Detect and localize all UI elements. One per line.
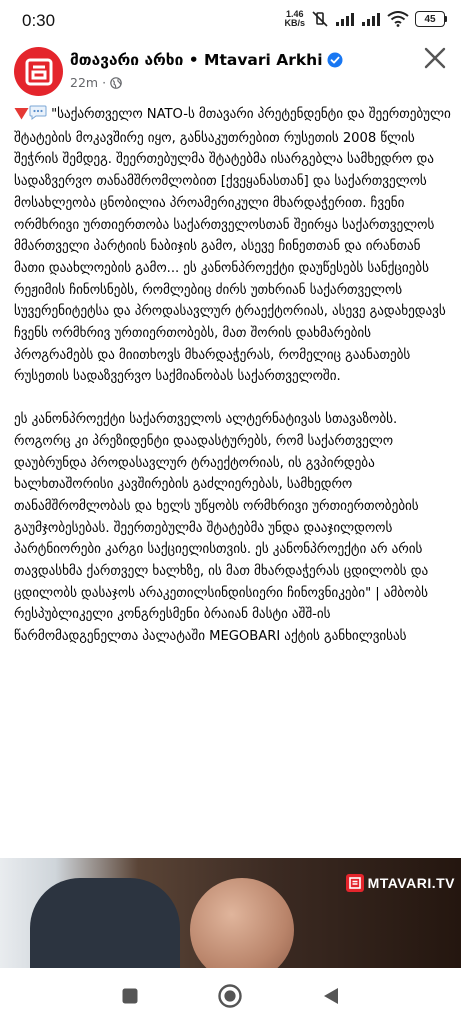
status-bar bbox=[0, 0, 461, 44]
speech-bubble-icon bbox=[29, 105, 47, 128]
video-thumbnail[interactable] bbox=[0, 858, 461, 968]
battery-level: 45 bbox=[415, 11, 445, 27]
mtavari-logo-icon bbox=[24, 57, 54, 87]
globe-icon bbox=[110, 77, 122, 89]
video-person-suit bbox=[30, 878, 180, 968]
back-triangle-icon bbox=[322, 986, 340, 1006]
mute-vibrate-icon bbox=[311, 10, 329, 28]
video-watermark bbox=[346, 874, 455, 892]
post-text bbox=[14, 104, 452, 669]
post-time[interactable]: 22m bbox=[70, 75, 99, 90]
back-button[interactable] bbox=[316, 981, 346, 1011]
post-paragraph-2-text: ეს კანონპროექტი საქართველოს ალტერნატივას სთავაზობს. როგორც კი პრეზიდენტი დაადასტურებს, რომ საქართველო დაუბრუნდა პროდასავლურ ტრაექტორიას, ის გვპირდება ხალხთაშორისი კავშირების გაძლიერებას, სამხედრო თანამშრომლობას და ხელს უწყობს ორმხრივი ურთიერთობების გაუმჯობესებას. შეერთებულმა შტატებმა უნდა დააჯილდოოს პარტნიორები კარგი საქციელისთვის. ეს კანონპროექტი არ არის თავდასხმა ქართველ ხალხზე, ის მათ მხარდაჭერას ცდილობს და ცდილობს დასაჯოს არაკეთილსინდისიერი ჩინოვნიკები" | ამბობს რესპუბლიკელი კონგრესმენი ბრაიან მასტი აშშ-ის წარმომადგენელთა პალატაში MEGOBARI აქტის განხილვისას bbox=[14, 412, 429, 645]
system-nav-bar bbox=[0, 968, 461, 1024]
post-header bbox=[0, 44, 461, 104]
post-paragraph-1 bbox=[14, 104, 452, 388]
mtavari-tv-logo-icon bbox=[346, 874, 364, 892]
signal-icon bbox=[335, 11, 355, 27]
status-icons bbox=[284, 10, 447, 28]
close-icon[interactable] bbox=[421, 44, 449, 72]
network-speed bbox=[284, 10, 305, 28]
post-paragraph-2 bbox=[14, 409, 452, 648]
battery-icon bbox=[415, 11, 447, 27]
signal-icon-2 bbox=[361, 11, 381, 27]
meta-separator: · bbox=[102, 75, 107, 90]
page-avatar[interactable] bbox=[14, 47, 63, 96]
verified-badge-icon bbox=[327, 52, 343, 68]
red-triangle-icon bbox=[14, 106, 29, 128]
page-name[interactable] bbox=[70, 51, 343, 69]
network-speed-unit: KB/s bbox=[284, 18, 305, 28]
recents-button[interactable] bbox=[115, 981, 145, 1011]
wifi-icon bbox=[387, 11, 409, 27]
home-circle-icon bbox=[217, 983, 243, 1009]
square-icon bbox=[121, 987, 139, 1005]
post-meta bbox=[70, 75, 122, 90]
page-name-text[interactable]: მთავარი არხი • Mtavari Arkhi bbox=[70, 51, 323, 69]
video-watermark-text: MTAVARI.TV bbox=[367, 875, 455, 891]
network-speed-value: 1.46 bbox=[285, 9, 304, 19]
post-paragraph-1-text: "საქართველო NATO-ს მთავარი პრეტენდენტი და შეერთებული შტატების მოკავშირე იყო, განსაკუთრებით რუსეთის 2008 წლის შეჭრის შემდეგ. შეერთებულმა შტატებმა ისარგებლა სამხედრო და სადაზვერვო თანამშრომლობით [ქვეყანასთან] და საქართველოს მოსახლეობა ცნობილია პროამერიკული მხარდაჭერით. ჩვენი ორმხრივი ურთიერთობა საქართველოსთან შეირყა საქართველოს მმართველი პარტიის ნაბიჯის გამო, ასევე ჩინეთთან და ირანთან მათი დაახლოების გამო... ეს კანონპროექტი დაუწესებს სანქციებს რეჟიმის ჩინოსნებს, რომლებიც ძირს უთხრიან საქართველოს სუვერენიტეტსა და პროდასავლურ ტრაექტორიას, ასევე გადახედავს ჩვენს ორმხრივ ურთიერთობებს, მათ შორის დახმარების პროგრამებს და მიითხოვს მხარდაჭერას, რომელიც გაანათებს რუსეთის სადაზვერვო საქმიანობას საქართველოში. bbox=[14, 107, 451, 385]
status-time: 0:30 bbox=[22, 11, 56, 30]
home-button[interactable] bbox=[215, 981, 245, 1011]
